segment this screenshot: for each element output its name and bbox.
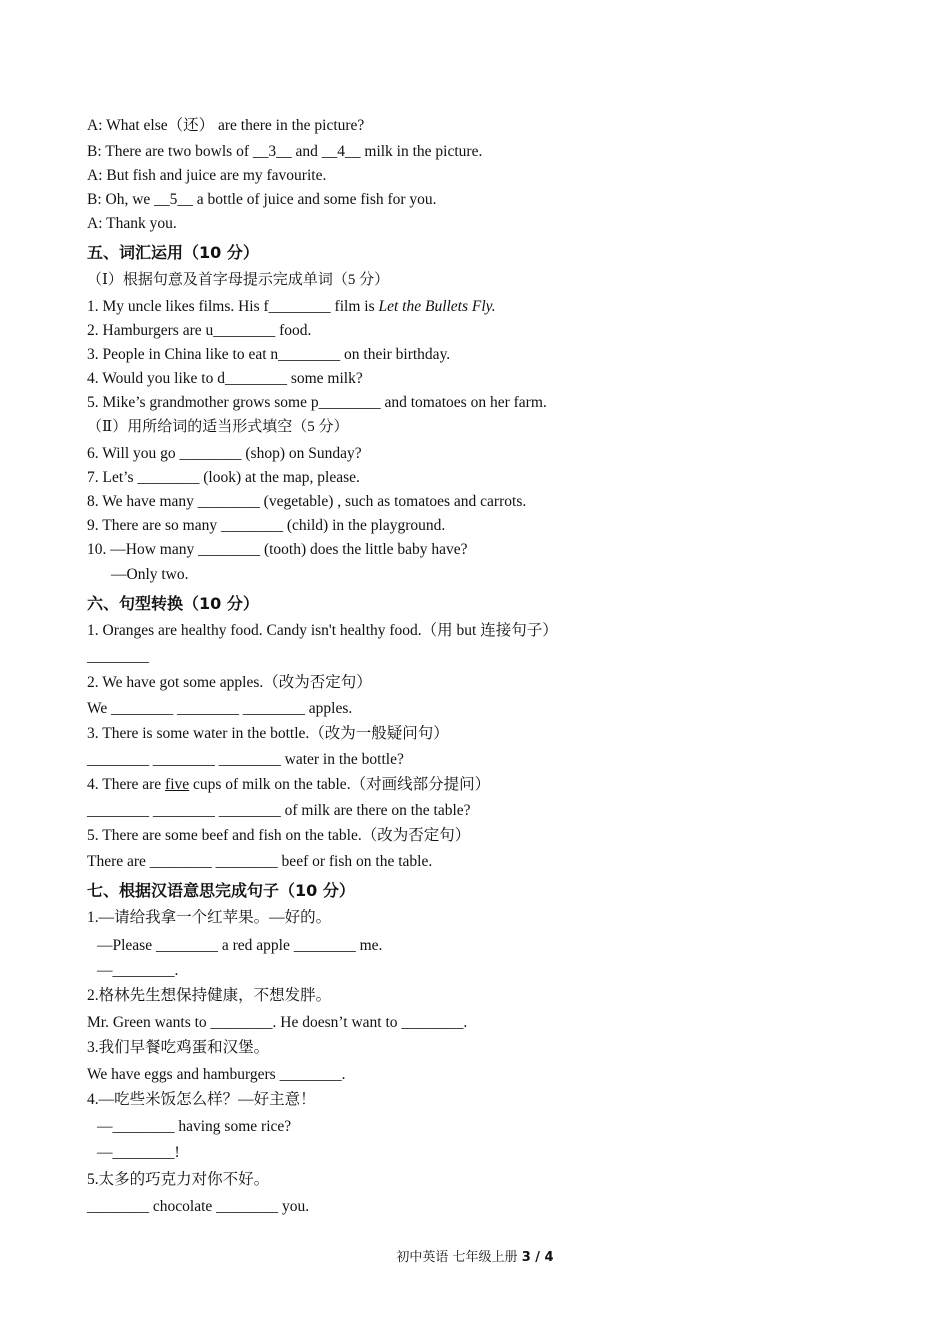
s7-answer-4b: —________!: [97, 1144, 180, 1161]
section-5-part-2: （Ⅱ）用所给词的适当形式填空（5 分）: [87, 419, 349, 435]
s5-question-7: 7. Let’s ________ (look) at the map, please.: [87, 469, 360, 486]
s7-question-5: 5.太多的巧克力对你不好。: [87, 1171, 270, 1188]
s6-question-1: 1. Oranges are healthy food. Candy isn't healthy food.（用 but 连接句子）: [87, 622, 558, 639]
s6-answer-1: ________: [87, 648, 149, 665]
s6-question-2: 2. We have got some apples.（改为否定句）: [87, 674, 372, 691]
s7-answer-4a: —________ having some rice?: [97, 1118, 292, 1135]
s5-question-2: 2. Hamburgers are u________ food.: [87, 322, 312, 339]
s6-answer-5: There are ________ ________ beef or fish on the table.: [87, 853, 433, 870]
s6-answer-2: We ________ ________ ________ apples.: [87, 700, 353, 717]
s5-question-4: 4. Would you like to d________ some milk?: [87, 370, 363, 387]
s5-question-5: 5. Mike’s grandmother grows some p________ and tomatoes on her farm.: [87, 394, 547, 411]
s5-question-10-answer: —Only two.: [111, 566, 189, 583]
dialogue-line-4: B: Oh, we __5__ a bottle of juice and some fish for you.: [87, 191, 437, 208]
s5-question-9: 9. There are so many ________ (child) in the playground.: [87, 517, 446, 534]
s5-question-1: 1. My uncle likes films. His f________ film is Let the Bullets Fly.: [87, 298, 496, 315]
underlined-word: five: [165, 776, 190, 793]
s6-answer-3: ________ ________ ________ water in the bottle?: [87, 751, 404, 768]
dialogue-line-2: B: There are two bowls of __3__ and __4__ milk in the picture.: [87, 143, 483, 160]
s7-question-1: 1.—请给我拿一个红苹果。—好的。: [87, 909, 332, 926]
s6-question-4: 4. There are five cups of milk on the table.（对画线部分提问）: [87, 776, 491, 793]
s7-answer-1b: —________.: [97, 962, 179, 979]
page-footer: [0, 1246, 950, 1265]
dialogue-line-1: A: What else（还） are there in the picture?: [87, 117, 365, 134]
blank-4: __4__: [321, 143, 361, 160]
s7-answer-2: Mr. Green wants to ________. He doesn’t want to ________.: [87, 1014, 468, 1031]
page-number: 3 / 4: [521, 1250, 554, 1265]
s5-question-6: 6. Will you go ________ (shop) on Sunday?: [87, 445, 362, 462]
s5-question-3: 3. People in China like to eat n________ on their birthday.: [87, 346, 451, 363]
s7-answer-5: ________ chocolate ________ you.: [87, 1198, 310, 1215]
s6-answer-4: ________ ________ ________ of milk are there on the table?: [87, 802, 471, 819]
s7-answer-3: We have eggs and hamburgers ________.: [87, 1066, 346, 1083]
s7-answer-1a: —Please ________ a red apple ________ me.: [97, 937, 383, 954]
blank-3: __3__: [252, 143, 292, 160]
blank-5: __5__: [154, 191, 193, 208]
s6-question-5: 5. There are some beef and fish on the table.（改为否定句）: [87, 827, 471, 844]
s5-question-8: 8. We have many ________ (vegetable) , such as tomatoes and carrots.: [87, 493, 527, 510]
dialogue-line-5: A: Thank you.: [87, 215, 177, 232]
section-5-title: 五、词汇运用（10 分）: [87, 243, 259, 262]
footer-label: 初中英语 七年级上册: [396, 1250, 522, 1265]
section-7-title: 七、根据汉语意思完成句子（10 分）: [87, 881, 355, 900]
section-5-part-1: （Ⅰ）根据句意及首字母提示完成单词（5 分）: [87, 272, 390, 288]
dialogue-line-3: A: But fish and juice are my favourite.: [87, 167, 327, 184]
s7-question-2: 2.格林先生想保持健康，不想发胖。: [87, 987, 332, 1004]
s7-question-4: 4.—吃些米饭怎么样？—好主意！: [87, 1091, 316, 1108]
s7-question-3: 3.我们早餐吃鸡蛋和汉堡。: [87, 1039, 270, 1056]
s6-question-3: 3. There is some water in the bottle.（改为一般疑问句）: [87, 725, 449, 742]
section-6-title: 六、句型转换（10 分）: [87, 594, 259, 613]
s5-question-10: 10. —How many ________ (tooth) does the little baby have?: [87, 541, 468, 558]
